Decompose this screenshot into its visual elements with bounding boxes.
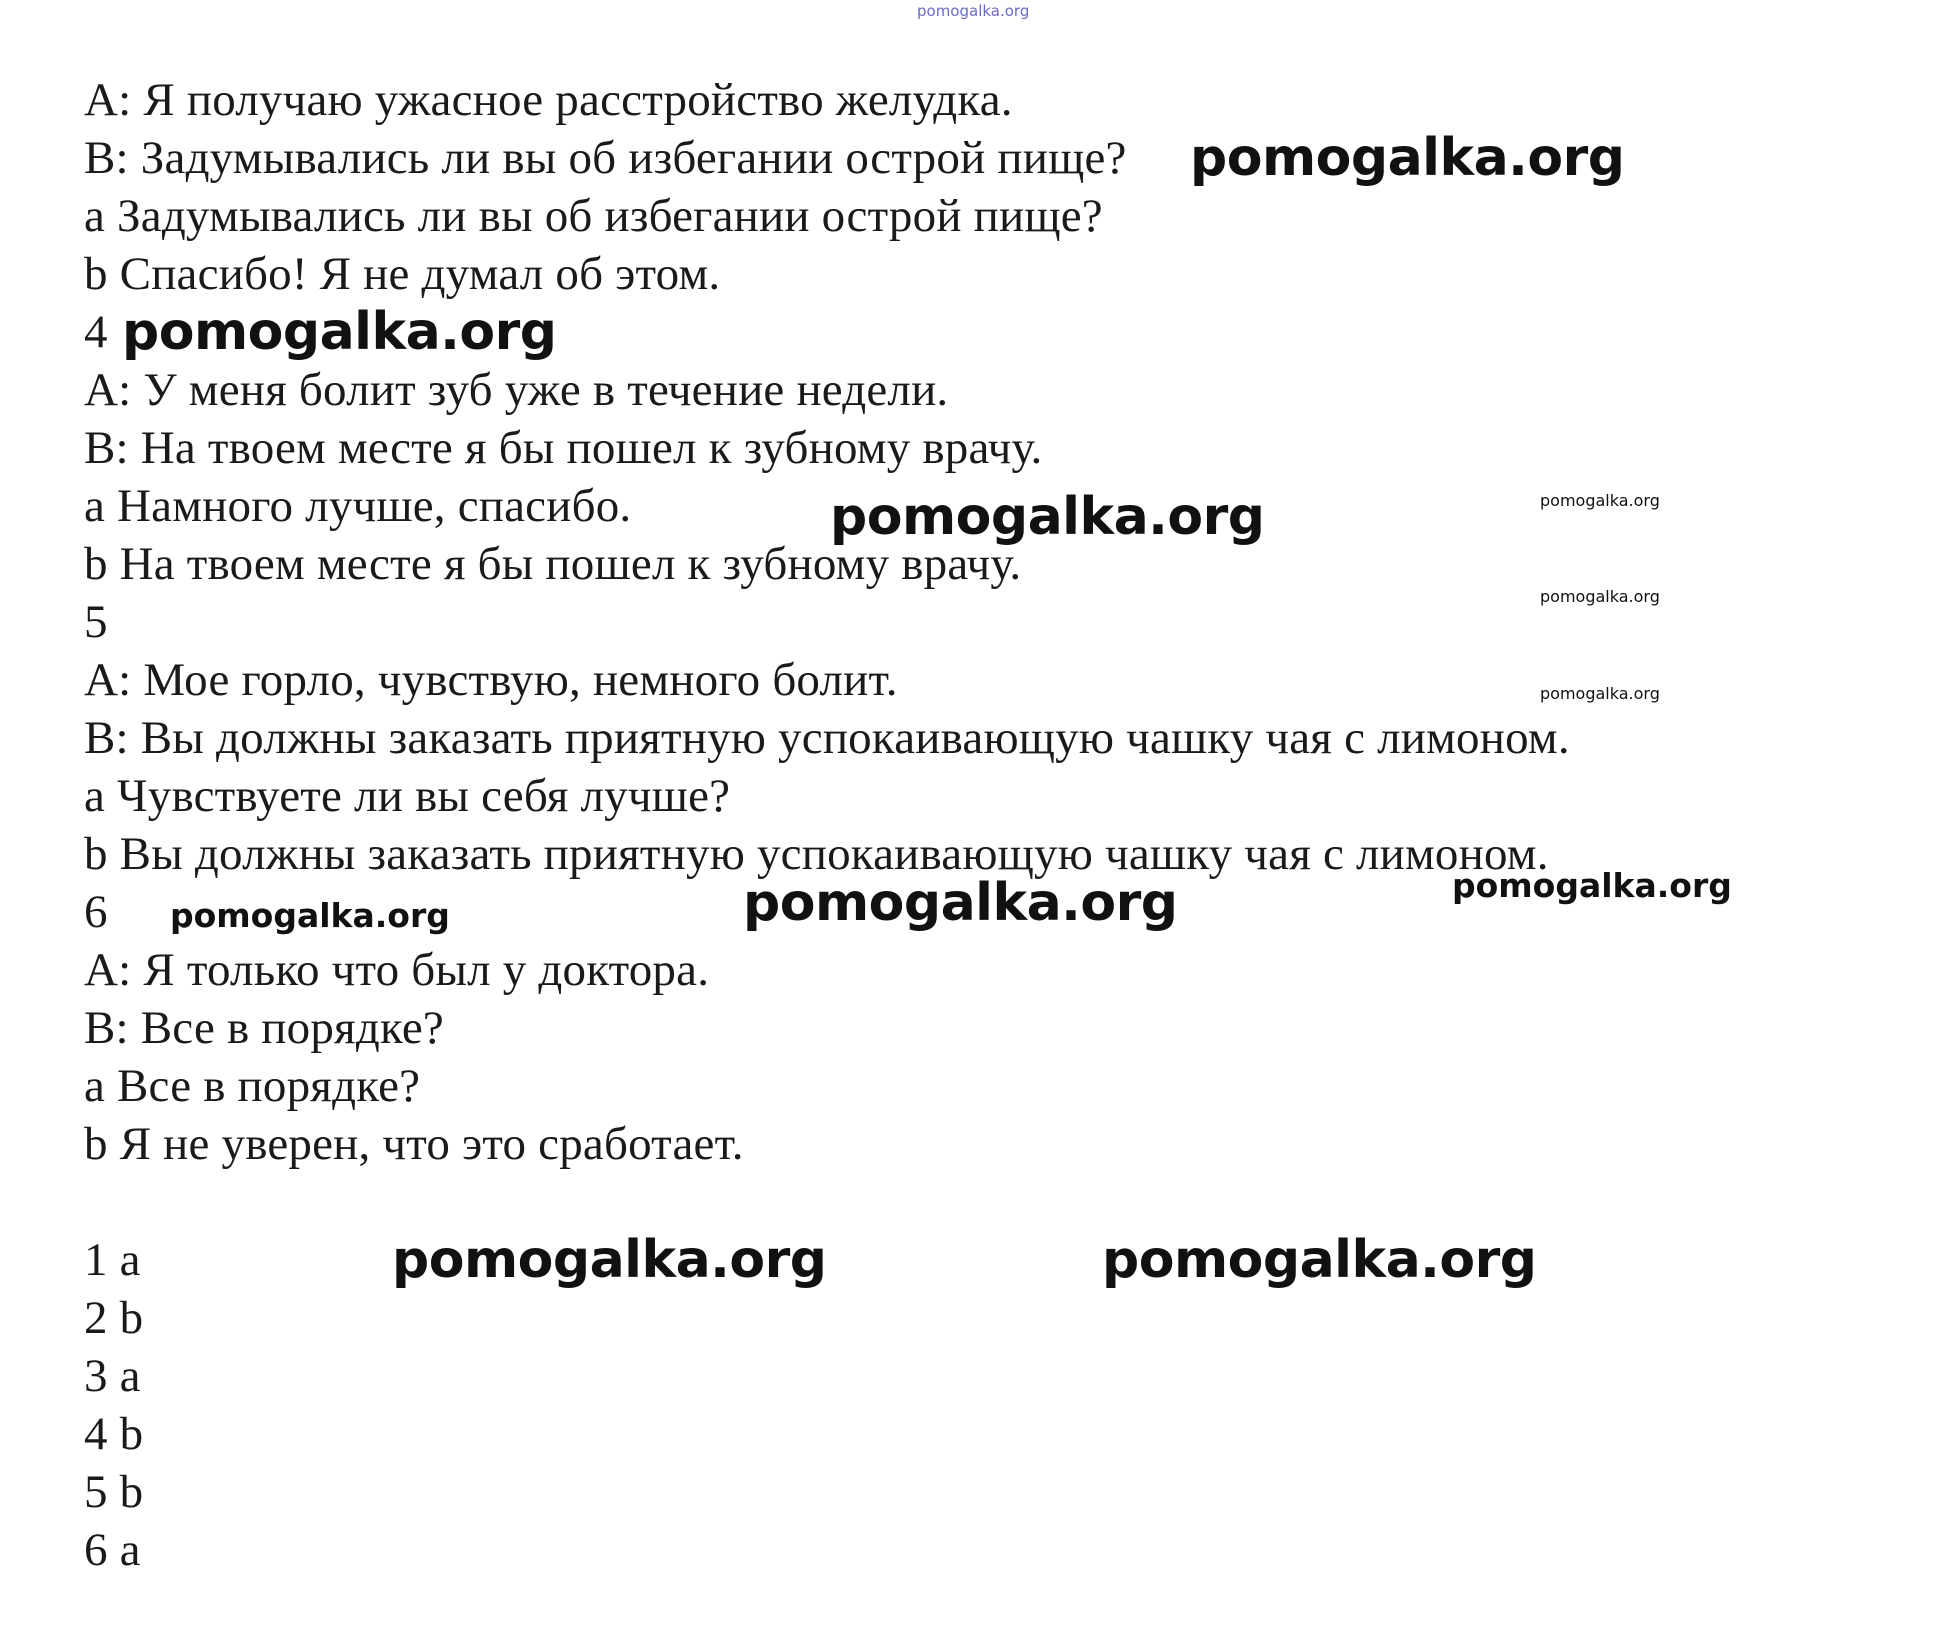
watermark: pomogalka.org xyxy=(743,873,1178,933)
section-number: 4 xyxy=(84,306,108,358)
watermark-top: pomogalka.org xyxy=(917,2,1030,20)
text-line: А: Я получаю ужасное расстройство желудка. xyxy=(84,74,1013,126)
text-line: b Вы должны заказать приятную успокаивающую чашку чая с лимоном. xyxy=(84,828,1549,880)
text-line: a Намного лучше, спасибо. xyxy=(84,480,632,532)
watermark: pomogalka.org xyxy=(1540,684,1660,703)
text-line: a Все в порядке? xyxy=(84,1060,421,1112)
text-line: b Спасибо! Я не думал об этом. xyxy=(84,248,721,300)
text-line: В: Задумывались ли вы об избегании острой пище? xyxy=(84,132,1127,184)
answer-item: 4 b xyxy=(84,1408,144,1460)
answer-item: 2 b xyxy=(84,1292,144,1344)
text-line: А: Я только что был у доктора. xyxy=(84,944,710,996)
answer-item: 3 a xyxy=(84,1350,141,1402)
text-line: b На твоем месте я бы пошел к зубному врачу. xyxy=(84,538,1022,590)
section-number: 6 xyxy=(84,886,108,938)
watermark: pomogalka.org xyxy=(1190,128,1625,188)
watermark: pomogalka.org xyxy=(1540,587,1660,606)
section-number: 5 xyxy=(84,596,108,648)
text-line: b Я не уверен, что это сработает. xyxy=(84,1118,744,1170)
text-line: А: Мое горло, чувствую, немного болит. xyxy=(84,654,898,706)
answer-item: 6 a xyxy=(84,1524,141,1576)
text-line: В: Все в порядке? xyxy=(84,1002,444,1054)
answer-item: 5 b xyxy=(84,1466,144,1518)
text-line: В: Вы должны заказать приятную успокаивающую чашку чая с лимоном. xyxy=(84,712,1570,764)
text-line: В: На твоем месте я бы пошел к зубному врачу. xyxy=(84,422,1043,474)
watermark: pomogalka.org xyxy=(122,302,557,362)
text-line: a Задумывались ли вы об избегании острой пище? xyxy=(84,190,1103,242)
watermark: pomogalka.org xyxy=(392,1230,827,1290)
watermark: pomogalka.org xyxy=(1452,866,1732,905)
watermark: pomogalka.org xyxy=(1540,491,1660,510)
watermark: pomogalka.org xyxy=(830,487,1265,547)
text-line: a Чувствуете ли вы себя лучше? xyxy=(84,770,731,822)
watermark: pomogalka.org xyxy=(1102,1230,1537,1290)
text-line: А: У меня болит зуб уже в течение недели. xyxy=(84,364,949,416)
answer-item: 1 a xyxy=(84,1234,141,1286)
watermark: pomogalka.org xyxy=(170,896,450,935)
